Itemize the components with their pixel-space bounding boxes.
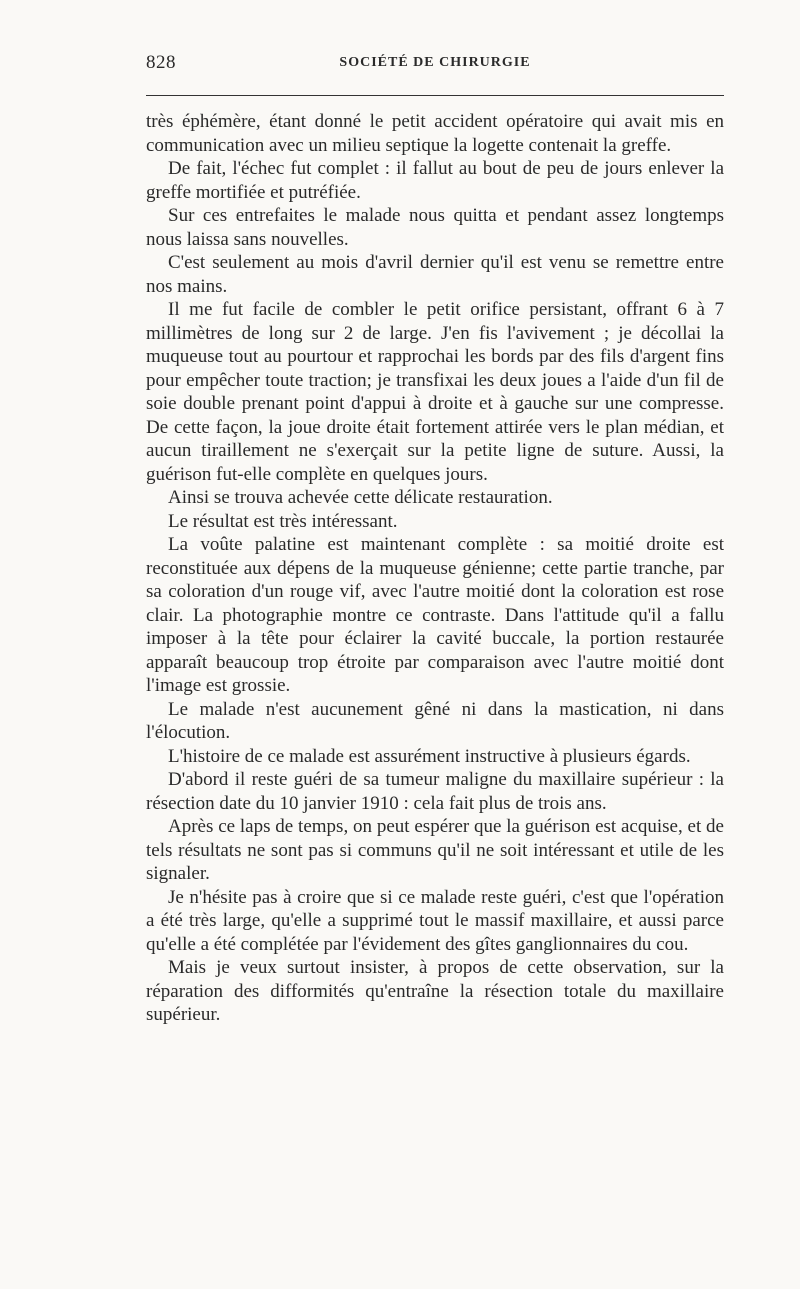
paragraph: Il me fut facile de combler le petit orifice persistant, offrant 6 à 7 millimètres de long sur 2 de large. J'en fis l'avivement ; je décollai la muqueuse tout au pourtour et rapprochai les bords par des fils d'argent fins pour empêcher toute traction; je transfixai les deux joues a l'aide d'un fil de soie double prenant point d'appui à droite et à gauche sur une compresse. De cette façon, la joue droite était fortement attirée vers le plan médian, et aucun tiraillement ne s'exerçait sur la petite ligne de suture. Aussi, la guérison fut-elle complète en quelques jours. [146,299,724,485]
paragraph: Le malade n'est aucunement gêné ni dans la mastication, ni dans l'élocution. [146,698,724,743]
paragraph: Après ce laps de temps, on peut espérer que la guérison est acquise, et de tels résultats ne sont pas si communs qu'il ne soit intéressant et utile de les signaler. [146,816,724,884]
header-rule [146,95,724,96]
paragraph: D'abord il reste guéri de sa tumeur maligne du maxillaire supérieur : la résection date du 10 janvier 1910 : cela fait plus de trois ans. [146,769,724,814]
paragraph: L'histoire de ce malade est assurément instructive à plusieurs égards. [168,745,691,767]
paragraph: Je n'hésite pas à croire que si ce malade reste guéri, c'est que l'opération a été très large, qu'elle a supprimé tout le massif maxillaire, et aussi parce qu'elle a été complétée par l'évidement des gîtes ganglionnaires du cou. [146,886,724,955]
running-head [146,52,724,80]
paragraph: très éphémère, étant donné le petit accident opératoire qui avait mis en communication avec un milieu septique la logette contenait la greffe. [146,111,724,156]
journal-title: SOCIÉTÉ DE CHIRURGIE [339,55,531,70]
paragraph: De fait, l'échec fut complet : il fallut au bout de peu de jours enlever la greffe mortifiée et putréfiée. [146,158,724,203]
paragraph: Sur ces entrefaites le malade nous quitta et pendant assez longtemps nous laissa sans nouvelles. [146,205,724,250]
paragraph: Le résultat est très intéressant. [168,510,398,532]
paragraph: C'est seulement au mois d'avril dernier qu'il est venu se remettre entre nos mains. [146,252,724,297]
body-text [146,110,724,1027]
paragraph: Ainsi se trouva achevée cette délicate restauration. [168,487,553,508]
paragraph: Mais je veux surtout insister, à propos de cette observation, sur la réparation des difformités qu'entraîne la résection totale du maxillaire supérieur. [146,957,724,1025]
paragraph: La voûte palatine est maintenant complète : sa moitié droite est reconstituée aux dépens de la muqueuse génienne; cette partie tranche, par sa coloration d'un rouge vif, avec l'autre moitié dont la coloration est rose clair. La photographie montre ce contraste. Dans l'attitude qu'il a fallu imposer à la tête pour éclairer la cavité buccale, la portion restaurée apparaît beaucoup trop étroite par comparaison avec l'autre moitié dont l'image est grossie. [146,534,724,696]
page-number: 828 [146,52,176,73]
